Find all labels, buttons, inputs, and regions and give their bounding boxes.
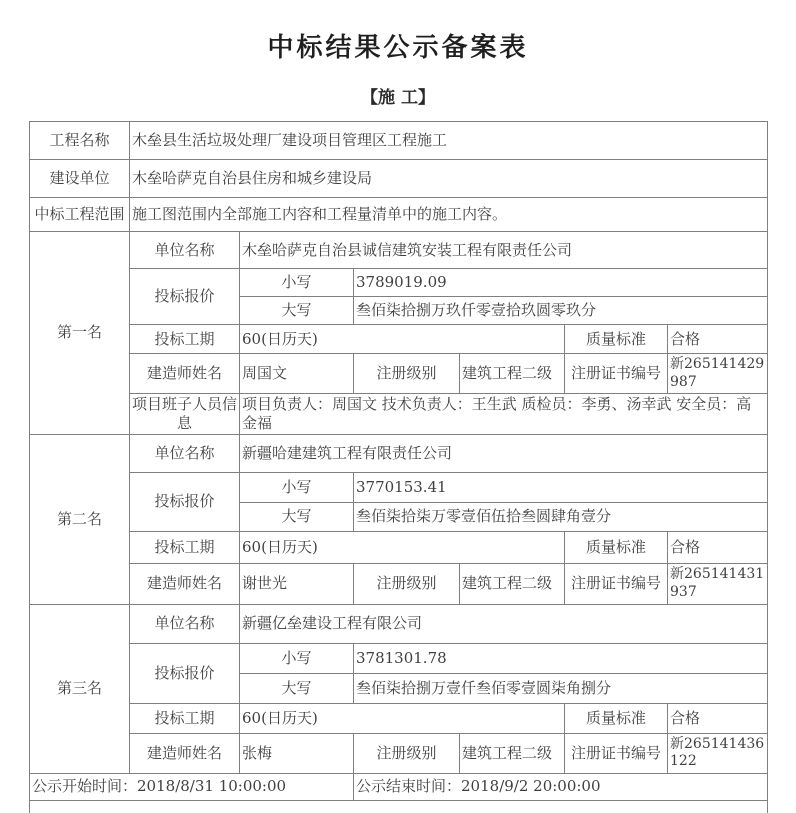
cert-no-label-1: 注册证书编号 [565, 354, 668, 394]
unit-name-value-3: 新疆亿垒建设工程有限公司 [240, 604, 768, 643]
price-figures-value-2: 3770153.41 [354, 472, 768, 502]
unit-name-label-1: 单位名称 [130, 232, 240, 269]
page-title: 中标结果公示备案表 [267, 33, 529, 63]
builder-label-3: 建造师姓名 [130, 733, 240, 773]
cert-no-value-1: 新265141429987 [668, 354, 768, 394]
empty-cell [30, 800, 768, 813]
builder-value-2: 谢世光 [240, 563, 354, 604]
table-row [30, 733, 768, 773]
reg-level-label-1: 注册级别 [354, 354, 460, 394]
scope-label: 中标工程范围 [30, 198, 130, 232]
duration-value-3: 60(日历天) [240, 703, 565, 733]
cert-no-label-3: 注册证书编号 [565, 733, 668, 773]
table-row [30, 232, 768, 269]
rank-2-label: 第二名 [30, 434, 130, 604]
publicity-end-cell [354, 773, 768, 800]
builder-value-3: 张梅 [240, 733, 354, 773]
publicity-start-label: 公示开始时间： [32, 777, 138, 796]
table-row [30, 354, 768, 394]
table-row [30, 472, 768, 502]
publicity-end-time: 2018/9/2 20:00:00 [461, 777, 601, 796]
unit-name-value-2: 新疆哈建建筑工程有限责任公司 [240, 434, 768, 472]
team-info-value-1: 项目负责人：周国文 技术负责人：王生武 质检员：李勇、汤幸武 安全员：高金福 [240, 394, 768, 435]
cert-no-value-3: 新265141436122 [668, 733, 768, 773]
table-row [30, 122, 768, 160]
table-row [30, 325, 768, 354]
duration-label-2: 投标工期 [130, 531, 240, 563]
table-row [30, 563, 768, 604]
table-row [30, 773, 768, 800]
scope-value: 施工图范围内全部施工内容和工程量清单中的施工内容。 [130, 198, 768, 232]
reg-level-label-2: 注册级别 [354, 563, 460, 604]
reg-level-value-2: 建筑工程二级 [460, 563, 565, 604]
table-row [30, 160, 768, 198]
price-figures-value-3: 3781301.78 [354, 643, 768, 673]
quality-value-3: 合格 [668, 703, 768, 733]
table-row [30, 198, 768, 232]
reg-level-label-3: 注册级别 [354, 733, 460, 773]
builder-value-1: 周国文 [240, 354, 354, 394]
price-words-value-3: 叁佰柒拾捌万壹仟叁佰零壹圆柒角捌分 [354, 673, 768, 703]
duration-value-2: 60(日历天) [240, 531, 565, 563]
rank-1-label: 第一名 [30, 232, 130, 435]
price-words-label-1: 大写 [240, 297, 354, 325]
bid-price-label-2: 投标报价 [130, 472, 240, 531]
builder-label-1: 建造师姓名 [130, 354, 240, 394]
bid-result-table [29, 121, 768, 813]
publicity-start-time: 2018/8/31 10:00:00 [137, 777, 287, 796]
publicity-end-label: 公示结束时间： [356, 777, 462, 796]
reg-level-value-1: 建筑工程二级 [460, 354, 565, 394]
table-row [30, 604, 768, 643]
bid-price-label-3: 投标报价 [130, 643, 240, 703]
reg-level-value-3: 建筑工程二级 [460, 733, 565, 773]
owner-unit-value: 木垒哈萨克自治县住房和城乡建设局 [130, 160, 768, 198]
table-row [30, 800, 768, 813]
quality-label-3: 质量标准 [565, 703, 668, 733]
publicity-start-cell [30, 773, 354, 800]
price-words-label-3: 大写 [240, 673, 354, 703]
cert-no-label-2: 注册证书编号 [565, 563, 668, 604]
team-info-label-1: 项目班子人员信息 [130, 394, 240, 435]
table-row [30, 434, 768, 472]
project-name-label: 工程名称 [30, 122, 130, 160]
duration-label-1: 投标工期 [130, 325, 240, 354]
owner-unit-label: 建设单位 [30, 160, 130, 198]
price-figures-label-3: 小写 [240, 643, 354, 673]
price-words-value-2: 叁佰柒拾柒万零壹佰伍拾叁圆肆角壹分 [354, 502, 768, 531]
price-figures-label-2: 小写 [240, 472, 354, 502]
table-row [30, 531, 768, 563]
project-name-value: 木垒县生活垃圾处理厂建设项目管理区工程施工 [130, 122, 768, 160]
cert-no-value-2: 新265141431937 [668, 563, 768, 604]
price-figures-label-1: 小写 [240, 269, 354, 297]
duration-value-1: 60(日历天) [240, 325, 565, 354]
unit-name-value-1: 木垒哈萨克自治县诚信建筑安装工程有限责任公司 [240, 232, 768, 269]
quality-label-1: 质量标准 [565, 325, 668, 354]
unit-name-label-2: 单位名称 [130, 434, 240, 472]
duration-label-3: 投标工期 [130, 703, 240, 733]
price-words-value-1: 叁佰柒拾捌万玖仟零壹拾玖圆零玖分 [354, 297, 768, 325]
table-row [30, 703, 768, 733]
price-words-label-2: 大写 [240, 502, 354, 531]
quality-label-2: 质量标准 [565, 531, 668, 563]
table-row [30, 269, 768, 297]
bid-price-label-1: 投标报价 [130, 269, 240, 325]
price-figures-value-1: 3789019.09 [354, 269, 768, 297]
table-row [30, 643, 768, 673]
rank-3-label: 第三名 [30, 604, 130, 773]
unit-name-label-3: 单位名称 [130, 604, 240, 643]
quality-value-1: 合格 [668, 325, 768, 354]
builder-label-2: 建造师姓名 [130, 563, 240, 604]
table-row [30, 394, 768, 435]
page-subtitle: 【施 工】 [361, 88, 435, 108]
quality-value-2: 合格 [668, 531, 768, 563]
